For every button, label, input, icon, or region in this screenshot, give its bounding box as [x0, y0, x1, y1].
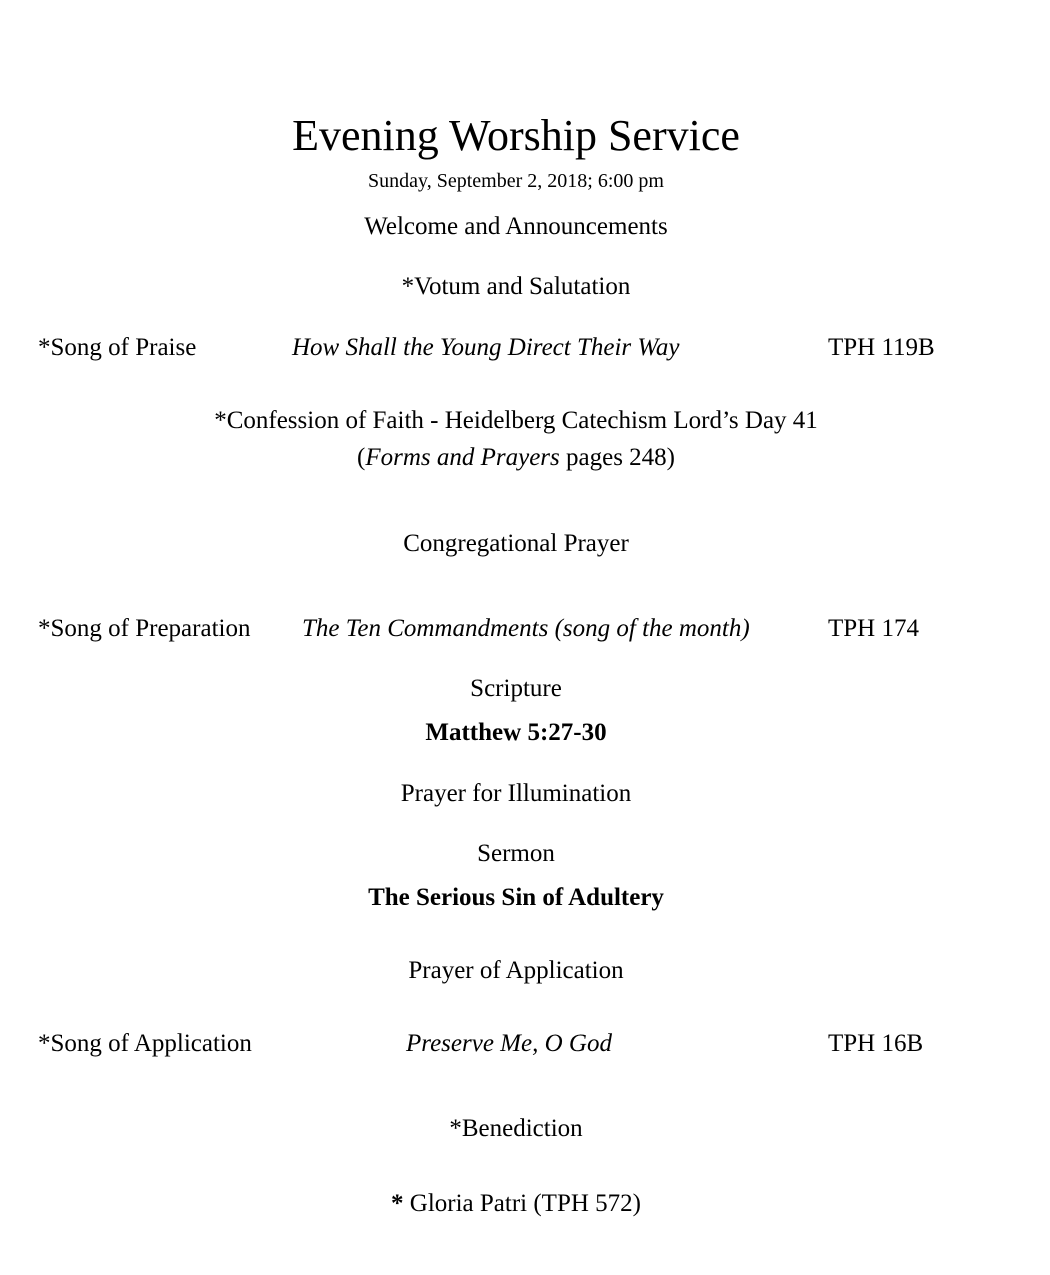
song-of-praise-title: How Shall the Young Direct Their Way: [292, 334, 680, 361]
confession-book: Forms and Prayers: [365, 444, 560, 471]
song-of-praise-hymn: TPH 119B: [828, 334, 935, 361]
service-date: Sunday, September 2, 2018; 6:00 pm: [368, 170, 664, 192]
prayer-illumination-item: Prayer for Illumination: [400, 780, 632, 807]
song-of-preparation-label: *Song of Preparation: [38, 615, 251, 642]
scripture-reference: Matthew 5:27-30: [425, 719, 607, 746]
confession-item: *Confession of Faith - Heidelberg Catechism Lord’s Day 41: [214, 407, 818, 434]
song-of-preparation-title: The Ten Commandments (song of the month): [302, 615, 750, 642]
song-of-application-hymn: TPH 16B: [828, 1030, 924, 1057]
gloria-patri-item: [0, 1189, 1032, 1219]
congregational-prayer-item: Congregational Prayer: [403, 530, 629, 557]
benediction-item: *Benediction: [449, 1115, 583, 1142]
votum-item: *Votum and Salutation: [401, 273, 631, 300]
gloria-star: *: [391, 1190, 404, 1217]
page-title: Evening Worship Service: [292, 111, 740, 160]
welcome-item: Welcome and Announcements: [364, 213, 668, 240]
prayer-application-item: Prayer of Application: [408, 957, 624, 984]
song-of-application-label: *Song of Application: [38, 1030, 252, 1057]
gloria-text: Gloria Patri (TPH 572): [403, 1190, 641, 1217]
sermon-label: Sermon: [477, 840, 555, 867]
song-of-application-title: Preserve Me, O God: [406, 1030, 612, 1057]
confession-pages: pages 248): [559, 444, 675, 471]
confession-reference: [0, 443, 1032, 473]
song-of-preparation-hymn: TPH 174: [828, 615, 919, 642]
scripture-label: Scripture: [470, 675, 562, 702]
song-of-praise-label: *Song of Praise: [38, 334, 197, 361]
confession-paren-open: (: [356, 444, 366, 471]
sermon-title: The Serious Sin of Adultery: [368, 884, 664, 911]
